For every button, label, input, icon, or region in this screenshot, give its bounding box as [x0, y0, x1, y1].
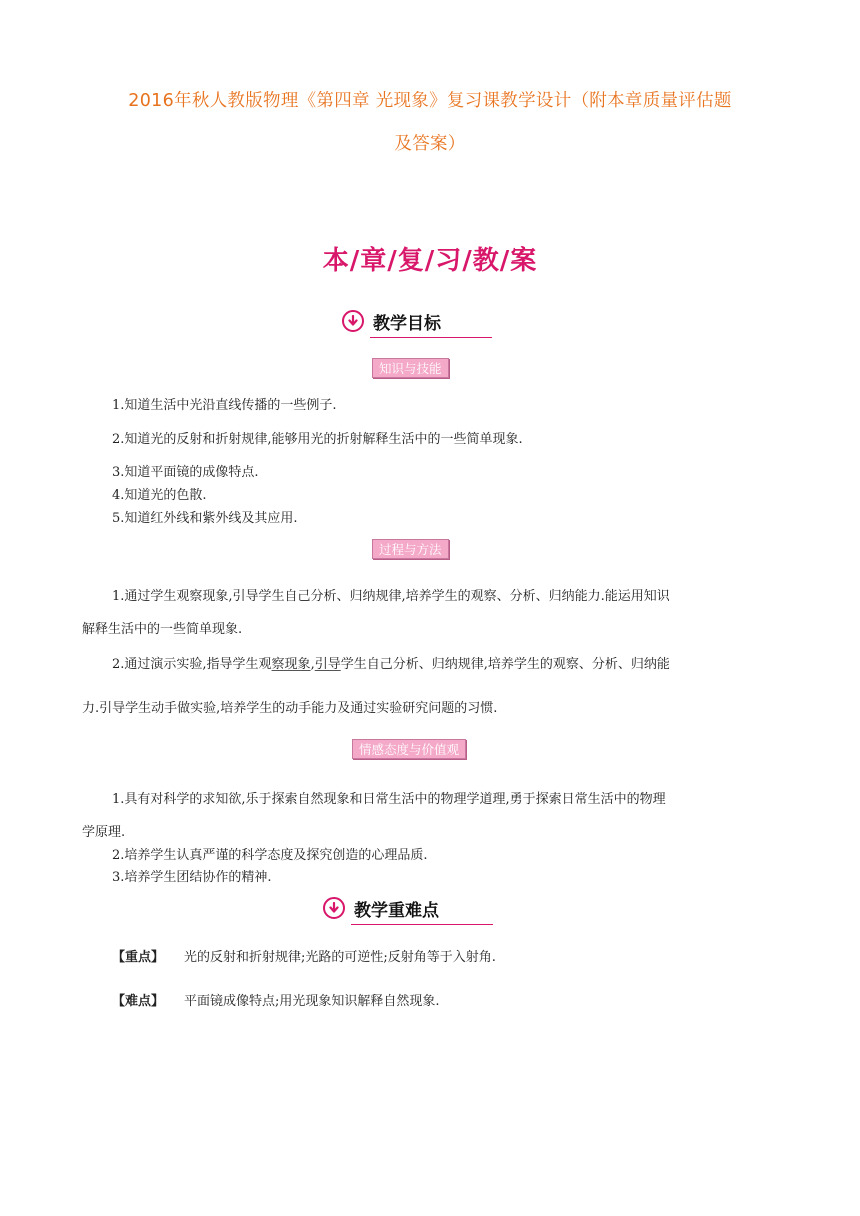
- objectives-heading: 教学目标: [373, 313, 441, 334]
- knowledge-item-3: 3.知道平面镜的成像特点.: [112, 465, 259, 480]
- attitude-item-3: 3.培养学生团结协作的精神.: [112, 870, 272, 885]
- focus-row: [112, 946, 496, 965]
- knowledge-skills-tag: 知识与技能: [372, 358, 449, 378]
- process-item-2-text-a: 2.通过演示实验,指导学生观: [112, 657, 272, 672]
- key-points-section-header: [323, 895, 493, 921]
- attitude-values-tag: 情感态度与价值观: [352, 739, 466, 759]
- arrow-down-circle-icon: [323, 897, 345, 919]
- process-item-2-text-b: ,: [310, 657, 315, 672]
- difficulty-label: 【难点】: [112, 994, 165, 1009]
- process-item-1-line-1: 1.通过学生观察现象,引导学生自己分析、归纳规律,培养学生的观察、分析、归纳能力.能运用知识: [112, 589, 670, 604]
- knowledge-item-4: 4.知道光的色散.: [112, 488, 207, 503]
- key-points-heading: 教学重难点: [354, 900, 439, 921]
- process-item-2-line-2: 力.引导学生动手做实验,培养学生的动手能力及通过实验研究问题的习惯.: [82, 701, 498, 716]
- attitude-item-1-line-2: 学原理.: [82, 825, 126, 840]
- document-title-line-2: 及答案）: [394, 134, 466, 154]
- knowledge-item-1: 1.知道生活中光沿直线传播的一些例子.: [112, 398, 337, 413]
- focus-text: 光的反射和折射规律;光路的可逆性;反射角等于入射角.: [184, 950, 496, 965]
- process-item-2-text-c: 学生自己分析、归纳规律,培养学生的观察、分析、归纳能: [340, 657, 670, 672]
- knowledge-item-5: 5.知道红外线和紫外线及其应用.: [112, 511, 298, 526]
- chapter-review-heading: 本/章/复/习/教/案: [322, 246, 538, 276]
- knowledge-item-2: 2.知道光的反射和折射规律,能够用光的折射解释生活中的一些简单现象.: [112, 432, 523, 447]
- process-item-1-line-2: 解释生活中的一些简单现象.: [82, 622, 243, 637]
- process-item-2-line-1: [112, 653, 670, 672]
- attitude-item-1-line-1: 1.具有对科学的求知欲,乐于探索自然现象和日常生活中的物理学道理,勇于探索日常生活中的物理: [112, 792, 666, 807]
- difficulty-text: 平面镜成像特点;用光现象知识解释自然现象.: [184, 994, 440, 1009]
- arrow-down-circle-icon: [342, 310, 364, 332]
- attitude-item-2: 2.培养学生认真严谨的科学态度及探究创造的心理品质.: [112, 848, 428, 863]
- objectives-heading-rule: [370, 337, 492, 339]
- document-title-line-1: 2016年秋人教版物理《第四章 光现象》复习课教学设计（附本章质量评估题: [128, 91, 732, 111]
- key-points-heading-rule: [351, 924, 493, 926]
- objectives-section-header: [342, 308, 492, 334]
- process-item-2-underlined-b: 引导: [314, 657, 341, 672]
- process-methods-tag: 过程与方法: [372, 539, 449, 559]
- focus-label: 【重点】: [112, 950, 165, 965]
- difficulty-row: [112, 990, 440, 1009]
- process-item-2-underlined-a: 察现象: [271, 657, 311, 672]
